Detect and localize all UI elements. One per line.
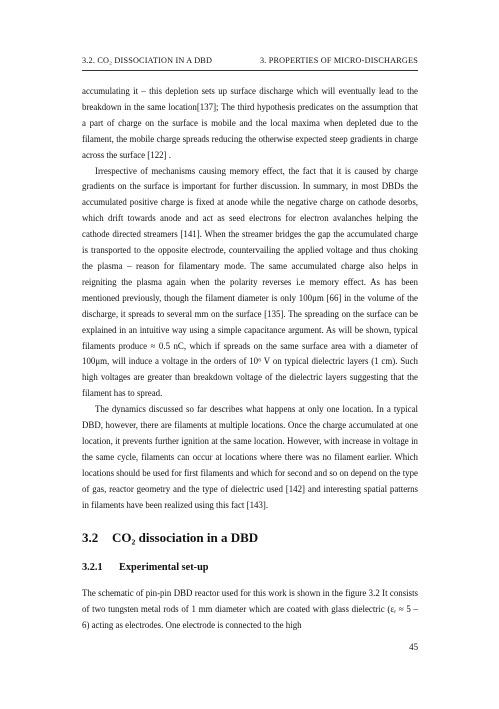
body-text-setup <box>82 586 418 634</box>
running-header-left: 3.2. CO₂ DISSOCIATION IN A DBD <box>82 56 213 65</box>
subsection-number: 3.2.1 <box>82 562 103 573</box>
section-number: 3.2 <box>82 530 99 545</box>
paragraph-1: accumulating it – this depletion sets up surface discharge which will eventually lead to the breakdown in the same location[137]; The third hypothesis predicates on the assumption that a part of charge on the surface is mobile and the local maxima when depleted due to the filament, the mobile charge spreads reducing the otherwise expected steep gradients in charge across the surface [122] . <box>82 86 418 160</box>
paragraph-2: Irrespective of mechanisms causing memory effect, the fact that it is caused by charge gradients on the surface is important for further discussion. In summary, in most DBDs the accumulated positive charge is fixed at anode while the negative charge on cathode desorbs, which drift towards anode and act as seed electrons for electron avalanches helping the cathode directed streamers [141]. When the streamer bridges the gap the accumulated charge is transported to the opposite electrode, countervailing the applied voltage and thus choking the plasma – reason for filamentary mode. The same accumulated charge also helps in reigniting the plasma again when the polarity reverses i.e memory effect. As has been mentioned previously, though the filament diameter is only 100μm [66] in the volume of the discharge, it spreads to several mm on the surface [135]. The spreading on the surface can be explained in an intuitive way using a simple capacitance argument. As will be shown, typical filaments produce ≈ 0.5 nC, which if spreads on the same surface area with a diameter of 100μm, will induce a voltage in the orders of 10⁶ V on typical dielectric layers (1 cm). Such high voltages are greater than breakdown voltage of the dielectric layers suggesting that the filament has to spread. <box>82 165 418 399</box>
body-text <box>82 84 418 513</box>
subsection-heading <box>82 562 418 573</box>
page-number: 45 <box>409 642 418 652</box>
subsection-title-text: Experimental set-up <box>119 562 209 573</box>
paragraph-3: The dynamics discussed so far describes what happens at only one location. In a typical DBD, however, there are filaments at multiple locations. Once the charge accumulated at one location, it prevents further ignition at the same location. However, with increase in voltage in the same cycle, filaments can occur at locations where there was no filament earlier. Which locations should be used for first filaments and which for second and so on depend on the type of gas, reactor geometry and the type of dielectric used [142] and interesting spatial patterns in filaments have been realized using this fact [143]. <box>82 404 418 510</box>
paragraph-setup: The schematic of pin-pin DBD reactor used for this work is shown in the figure 3.2 It consists of two tungsten metal rods of 1 mm diameter which are coated with glass dielectric (εᵣ ≈ 5 – 6) acting as electrodes. One electrode is connected to the high <box>82 588 418 630</box>
header-rule <box>82 70 418 71</box>
section-heading <box>82 530 418 546</box>
running-header-right: 3. PROPERTIES OF MICRO-DISCHARGES <box>259 56 418 65</box>
section-title-text: CO₂ dissociation in a DBD <box>112 530 259 545</box>
running-header <box>82 56 418 65</box>
